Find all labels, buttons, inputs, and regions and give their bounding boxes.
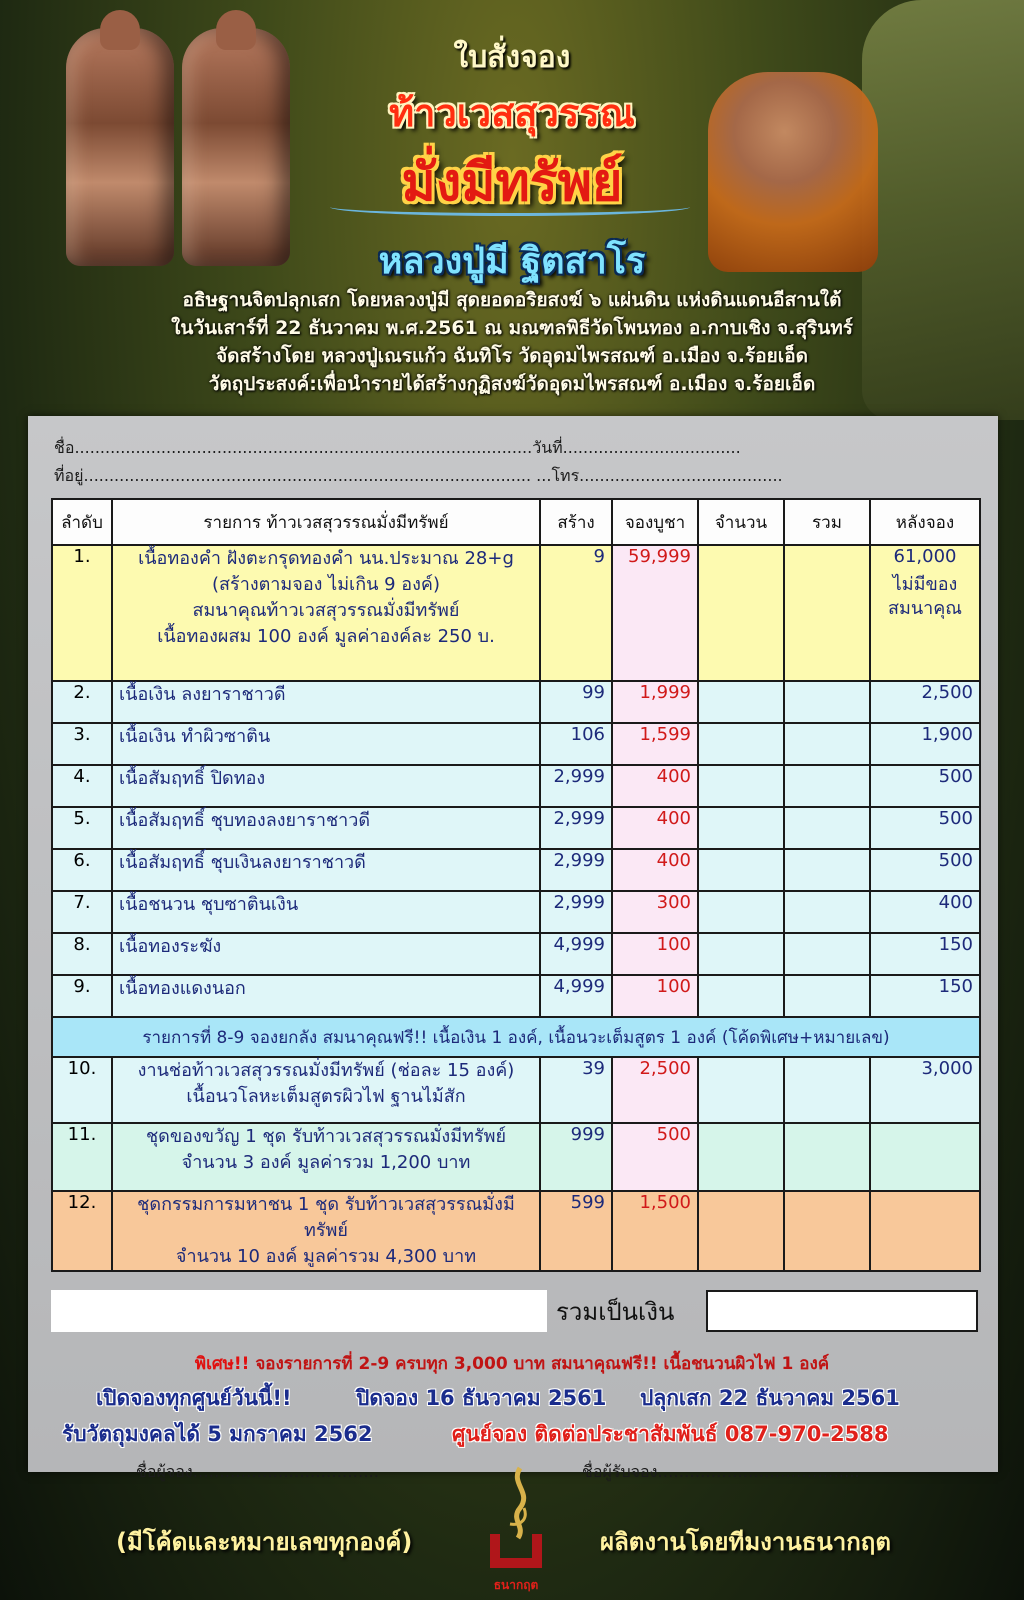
- row-no: 10.: [52, 1057, 112, 1123]
- row-price: 400: [612, 807, 698, 849]
- row-total-input[interactable]: [784, 681, 870, 723]
- row-made: 2,999: [540, 891, 612, 933]
- receiver-signature-line[interactable]: ชื่อผู้รับจอง………………………………..: [582, 1462, 860, 1481]
- info-line: ในวันเสาร์ที่ 22 ธันวาคม พ.ศ.2561 ณ มณฑลพิธีวัดโพนทอง อ.กาบเชิง จ.สุรินทร์: [171, 317, 853, 339]
- row-no: 12.: [52, 1191, 112, 1271]
- col-header-price: จองบูชา: [612, 499, 698, 545]
- row-total-input[interactable]: [784, 975, 870, 1017]
- row-price: 500: [612, 1123, 698, 1191]
- row-no: 3.: [52, 723, 112, 765]
- row-item: [112, 1057, 540, 1123]
- row-item: เนื้อทองระฆัง: [112, 933, 540, 975]
- table-row: [52, 1123, 980, 1191]
- info-line: จัดสร้างโดย หลวงปู่เณรแก้ว ฉันทิโร วัดอุดมไพรสณฑ์ อ.เมือง จ.ร้อยเอ็ด: [216, 345, 808, 367]
- row-quantity-input[interactable]: [698, 933, 784, 975]
- row-made: 4,999: [540, 975, 612, 1017]
- row-quantity-input[interactable]: [698, 891, 784, 933]
- row-quantity-input[interactable]: [698, 975, 784, 1017]
- table-row: [52, 849, 980, 891]
- row-price: 1,599: [612, 723, 698, 765]
- row-after: 400: [870, 891, 980, 933]
- row-price: 1,999: [612, 681, 698, 723]
- row-item-line: เนื้อนวโลหะเต็มสูตรผิวไฟ ฐานไม้สัก: [186, 1086, 466, 1107]
- row-made: 599: [540, 1191, 612, 1271]
- table-row: [52, 765, 980, 807]
- total-label: รวมเป็นเงิน: [556, 1298, 675, 1326]
- col-header-no: ลำดับ: [52, 499, 112, 545]
- row-item: เนื้อทองแดงนอก: [112, 975, 540, 1017]
- table-row: [52, 891, 980, 933]
- row-after: [870, 1191, 980, 1271]
- row-quantity-input[interactable]: [698, 1191, 784, 1271]
- row-quantity-input[interactable]: [698, 545, 784, 681]
- info-line: อธิษฐานจิตปลุกเสก โดยหลวงปู่มี สุดยอดอริยสงฆ์ ๖ แผ่นดิน แห่งดินแดนอีสานใต้: [182, 289, 842, 311]
- row-made: 39: [540, 1057, 612, 1123]
- row-after: 500: [870, 807, 980, 849]
- row-price: 400: [612, 849, 698, 891]
- header-title-line1: ท้าวเวสสุวรรณ: [389, 91, 635, 135]
- booker-signature-line[interactable]: ชื่อผู้จอง……………………………..: [136, 1462, 379, 1481]
- row-no: 1.: [52, 545, 112, 681]
- header-title-line2: มั่งมีทรัพย์: [401, 153, 623, 213]
- col-header-made: สร้าง: [540, 499, 612, 545]
- row-item-line: งานช่อท้าวเวสสุวรรณมั่งมีทรัพย์ (ช่อละ 15 องค์): [137, 1060, 515, 1081]
- row-quantity-input[interactable]: [698, 765, 784, 807]
- row-item: เนื้อสัมฤทธิ์ ชุบทองลงยาราชาวดี: [112, 807, 540, 849]
- row-item: เนื้อเงิน ทำผิวซาติน: [112, 723, 540, 765]
- name-date-field-line[interactable]: ชื่อ..........................................................................................วันที่...................................: [54, 438, 741, 457]
- row-item: เนื้อเงิน ลงยาราชาวดี: [112, 681, 540, 723]
- total-blank-area: [51, 1290, 547, 1332]
- schedule-bless: ปลุกเสก 22 ธันวาคม 2561: [640, 1386, 900, 1410]
- schedule-close: ปิดจอง 16 ธันวาคม 2561: [356, 1386, 607, 1410]
- row-quantity-input[interactable]: [698, 681, 784, 723]
- row-quantity-input[interactable]: [698, 723, 784, 765]
- row-total-input[interactable]: [784, 891, 870, 933]
- row-no: 7.: [52, 891, 112, 933]
- row-item-line: สมนาคุณท้าวเวสสุวรรณมั่งมีทรัพย์: [192, 600, 460, 621]
- table-header-row: [52, 499, 980, 545]
- row-made: 2,999: [540, 849, 612, 891]
- table-row: [52, 545, 980, 681]
- row-total-input[interactable]: [784, 1191, 870, 1271]
- footer-note: (มีโค้ดและหมายเลขทุกองค์): [116, 1528, 413, 1556]
- row-item-line: จำนวน 10 องค์ มูลค่ารวม 4,300 บาท: [175, 1246, 477, 1267]
- schedule-open: เปิดจองทุกศูนย์วันนี้!!: [96, 1386, 292, 1410]
- total-amount-input[interactable]: [706, 1290, 978, 1332]
- row-price: 400: [612, 765, 698, 807]
- address-phone-field-line[interactable]: ที่อยู่........................................................................................ ...โทร........................................: [54, 466, 783, 485]
- row-item: [112, 1191, 540, 1271]
- row-price: 59,999: [612, 545, 698, 681]
- row-after: 500: [870, 849, 980, 891]
- row-after: 150: [870, 975, 980, 1017]
- info-block: [0, 286, 1024, 398]
- table-row: [52, 933, 980, 975]
- table-row: [52, 807, 980, 849]
- row-quantity-input[interactable]: [698, 1123, 784, 1191]
- footer-producer: ผลิตงานโดยทีมงานธนากฤต: [600, 1528, 891, 1556]
- row-after: 500: [870, 765, 980, 807]
- row-made: 99: [540, 681, 612, 723]
- header-subtitle: ใบสั่งจอง: [453, 40, 571, 75]
- row-total-input[interactable]: [784, 849, 870, 891]
- row-total-input[interactable]: [784, 545, 870, 681]
- row-made: 2,999: [540, 765, 612, 807]
- row-total-input[interactable]: [784, 933, 870, 975]
- schedule-receive: รับวัตถุมงคลได้ 5 มกราคม 2562: [62, 1422, 373, 1446]
- row-price: 300: [612, 891, 698, 933]
- row-price: 100: [612, 975, 698, 1017]
- row-made: 2,999: [540, 807, 612, 849]
- row-after: 150: [870, 933, 980, 975]
- row-item: [112, 545, 540, 681]
- decorative-flourish: [330, 198, 690, 216]
- row-item: [112, 1123, 540, 1191]
- row-price: 100: [612, 933, 698, 975]
- row-item-line: ชุดของขวัญ 1 ชุด รับท้าวเวสสุวรรณมั่งมีทรัพย์: [145, 1126, 507, 1147]
- table-row: [52, 723, 980, 765]
- row-quantity-input[interactable]: [698, 849, 784, 891]
- row-item: เนื้อสัมฤทธิ์ ชุบเงินลงยาราชาวดี: [112, 849, 540, 891]
- table-row: [52, 1191, 980, 1271]
- row-quantity-input[interactable]: [698, 807, 784, 849]
- row-item-line: ชุดกรรมการมหาชน 1 ชุด รับท้าวเวสสุวรรณมั่งมีทรัพย์: [137, 1194, 515, 1241]
- row-no: 11.: [52, 1123, 112, 1191]
- row-no: 2.: [52, 681, 112, 723]
- row-after: 2,500: [870, 681, 980, 723]
- promo-special-label: พิเศษ!!: [194, 1354, 250, 1374]
- row-total-input[interactable]: [784, 1057, 870, 1123]
- table-row: [52, 681, 980, 723]
- schedule-contact: ศูนย์จอง ติดต่อประชาสัมพันธ์ 087-970-2588: [452, 1422, 889, 1446]
- row-after: 3,000: [870, 1057, 980, 1123]
- promo-note-row: [52, 1017, 980, 1057]
- monk-name: หลวงปู่มี ฐิตสาโร: [378, 241, 646, 282]
- row-no: 8.: [52, 933, 112, 975]
- thanakrit-logo-icon: [480, 1464, 552, 1584]
- row-made: 9: [540, 545, 612, 681]
- row-no: 6.: [52, 849, 112, 891]
- row-item-line: จำนวน 3 องค์ มูลค่ารวม 1,200 บาท: [181, 1152, 471, 1173]
- logo-caption: ธนากฤต: [493, 1578, 539, 1592]
- row-quantity-input[interactable]: [698, 1057, 784, 1123]
- col-header-quantity: จำนวน: [698, 499, 784, 545]
- col-header-total: รวม: [784, 499, 870, 545]
- row-total-input[interactable]: [784, 765, 870, 807]
- row-total-input[interactable]: [784, 807, 870, 849]
- order-table: [51, 498, 981, 1272]
- promo-text: จองรายการที่ 2-9 ครบทุก 3,000 บาท สมนาคุณฟรี!! เนื้อชนวนผิวไฟ 1 องค์: [249, 1354, 830, 1374]
- row-item-line: เนื้อทองผสม 100 องค์ มูลค่าองค์ละ 250 บ.: [157, 626, 495, 647]
- promo-note-text: รายการที่ 8-9 จองยกลัง สมนาคุณฟรี!! เนื้อเงิน 1 องค์, เนื้อนวะเต็มสูตร 1 องค์ (โค้ดพิเศษ+หมายเลข): [52, 1017, 980, 1057]
- row-no: 9.: [52, 975, 112, 1017]
- row-item-line: เนื้อทองคำ ฝังตะกรุดทองคำ นน.ประมาณ 28+g: [138, 548, 514, 569]
- row-item: เนื้อชนวน ชุบซาตินเงิน: [112, 891, 540, 933]
- row-after: 1,900: [870, 723, 980, 765]
- row-after: [870, 1123, 980, 1191]
- row-after: [870, 545, 980, 681]
- row-made: 999: [540, 1123, 612, 1191]
- row-made: 4,999: [540, 933, 612, 975]
- row-price: 1,500: [612, 1191, 698, 1271]
- row-total-input[interactable]: [784, 1123, 870, 1191]
- special-promo: [0, 1350, 1024, 1377]
- row-no: 4.: [52, 765, 112, 807]
- col-header-item: รายการ ท้าวเวสสุวรรณมั่งมีทรัพย์: [112, 499, 540, 545]
- row-item: เนื้อสัมฤทธิ์ ปิดทอง: [112, 765, 540, 807]
- row-item-line: (สร้างตามจอง ไม่เกิน 9 องค์): [212, 574, 440, 595]
- col-header-after: หลังจอง: [870, 499, 980, 545]
- row-total-input[interactable]: [784, 723, 870, 765]
- row-made: 106: [540, 723, 612, 765]
- info-line: วัตถุประสงค์:เพื่อนำรายได้สร้างกุฏิสงฆ์วัดอุดมไพรสณฑ์ อ.เมือง จ.ร้อยเอ็ด: [208, 373, 816, 395]
- row-after-value: 61,000: [893, 546, 957, 567]
- table-row: [52, 975, 980, 1017]
- table-row: [52, 1057, 980, 1123]
- row-price: 2,500: [612, 1057, 698, 1123]
- row-no: 5.: [52, 807, 112, 849]
- row-after-note: ไม่มีของสมนาคุณ: [887, 574, 962, 619]
